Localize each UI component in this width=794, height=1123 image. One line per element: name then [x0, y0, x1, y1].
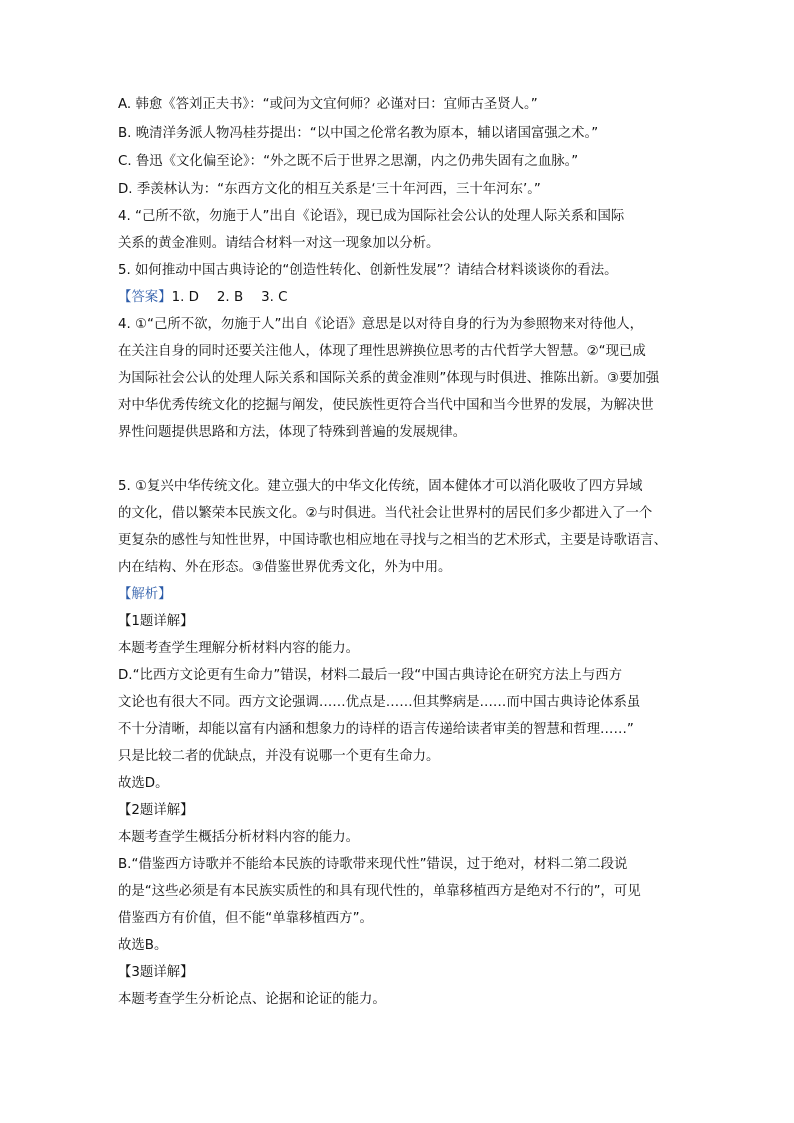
- detail-1-line-1: 本题考查学生理解分析材料内容的能力。: [118, 641, 360, 656]
- detail-1-line-3: 文论也有很大不同。西方文论强调……优点是……但其弊病是……而中国古典诗论体系虽: [118, 695, 641, 710]
- detail-3-heading: 【3题详解】: [118, 965, 194, 980]
- answer-4-line-5: 界性问题提供思路和方法，体现了特殊到普遍的发展规律。: [118, 425, 467, 440]
- detail-3-line-1: 本题考查学生分析论点、论据和论证的能力。: [118, 992, 386, 1007]
- question-5: 5. 如何推动中国古典诗论的“创造性转化、创新性发展”？请结合材料谈谈你的看法。: [118, 263, 618, 278]
- detail-1-heading: 【1题详解】: [118, 614, 194, 629]
- detail-1-line-5: 只是比较二者的优缺点，并没有说哪一个更有生命力。: [118, 749, 440, 764]
- question-4-line-2: 关系的黄金准则。请结合材料一对这一现象加以分析。: [118, 236, 440, 251]
- analysis-tag: 【解析】: [118, 587, 172, 602]
- detail-1-line-2: D.“比西方文论更有生命力”错误，材料二最后一段“中国古典诗论在研究方法上与西方: [118, 668, 623, 683]
- answer-1: 1. D: [171, 290, 199, 305]
- detail-2-line-5: 故选B。: [118, 938, 168, 953]
- detail-2-line-1: 本题考查学生概括分析材料内容的能力。: [118, 830, 360, 845]
- detail-2-line-3: 的是“这些必须是有本民族实质性的和具有现代性的，单靠移植西方是绝对不行的”，可见: [118, 884, 641, 899]
- answer-5-line-1: 5. ①复兴中华传统文化。建立强大的中华文化传统，固本健体才可以消化吸收了四方异域: [118, 479, 643, 494]
- answer-2: 2. B: [216, 290, 244, 305]
- answer-line: [118, 289, 678, 307]
- detail-2-line-2: B.“借鉴西方诗歌并不能给本民族的诗歌带来现代性”错误，过于绝对，材料二第二段说: [118, 857, 628, 872]
- detail-2-line-4: 借鉴西方有价值，但不能“单靠移植西方”。: [118, 911, 373, 926]
- answer-4-line-3: 为国际社会公认的处理人际关系和国际关系的黄金准则”体现与时俱进、推陈出新。③要加强: [118, 371, 660, 386]
- answer-5-line-2: 的文化，借以繁荣本民族文化。②与时俱进。当代社会让世界村的居民们多少都进入了一个: [118, 506, 653, 521]
- answer-5-line-3: 更复杂的感性与知性世界，中国诗歌也相应地在寻找与之相当的艺术形式，主要是诗歌语言、: [118, 533, 668, 548]
- answer-3: 3. C: [261, 290, 288, 305]
- answer-4-line-2: 在关注自身的同时还要关注他人，体现了理性思辨换位思考的古代哲学大智慧。②“现已成: [118, 344, 646, 359]
- answer-5-line-4: 内在结构、外在形态。③借鉴世界优秀文化，外为中用。: [118, 560, 452, 575]
- answer-4-line-4: 对中华优秀传统文化的挖掘与阐发，使民族性更符合当代中国和当今世界的发展，为解决世: [118, 398, 654, 413]
- option-b: B. 晚清洋务派人物冯桂芬提出：“以中国之伦常名教为原本，辅以诸国富强之术。”: [118, 126, 599, 141]
- option-c: C. 鲁迅《文化偏至论》：“外之既不后于世界之思潮，内之仍弗失固有之血脉。”: [118, 154, 579, 169]
- detail-1-line-4: 不十分清晰，却能以富有内涵和想象力的诗样的语言传递给读者审美的智慧和哲理……”: [118, 722, 634, 737]
- option-d: D. 季羡林认为：“东西方文化的相互关系是‘三十年河西，三十年河东’。”: [118, 182, 541, 197]
- question-4-line-1: 4. “己所不欲，勿施于人”出自《论语》，现已成为国际社会公认的处理人际关系和国际: [118, 209, 625, 224]
- answer-4-line-1: 4. ①“己所不欲，勿施于人”出自《论语》意思是以对待自身的行为为参照物来对待他人，: [118, 317, 643, 332]
- option-a: A. 韩愈《答刘正夫书》：“或问为文宜何师？必谨对曰：宜师古圣贤人。”: [118, 97, 538, 112]
- answer-tag: 【答案】: [118, 290, 172, 305]
- detail-2-heading: 【2题详解】: [118, 803, 194, 818]
- detail-1-line-6: 故选D。: [118, 776, 169, 791]
